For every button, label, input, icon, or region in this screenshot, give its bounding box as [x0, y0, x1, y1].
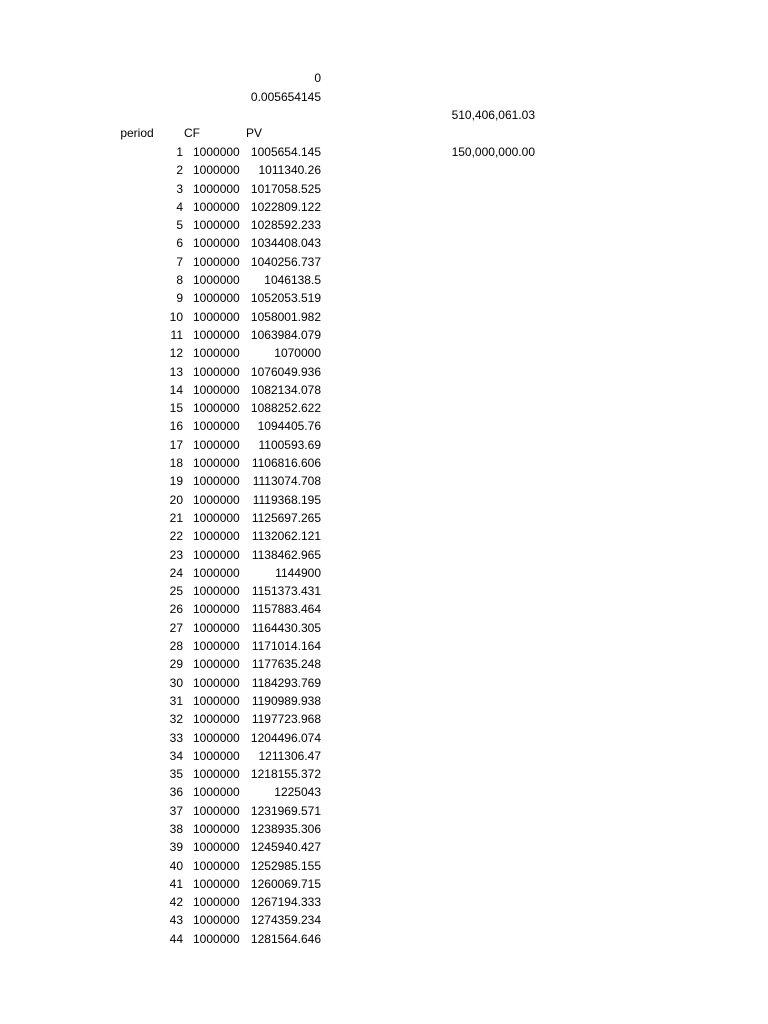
cf-cell: 1000000 — [193, 895, 240, 910]
period-cell: 43 — [169, 913, 183, 928]
period-column-header: period — [120, 126, 154, 140]
pv-cell: 1132062.121 — [251, 529, 321, 544]
pv-cell: 1245940.427 — [250, 840, 321, 855]
period-cell: 25 — [169, 584, 183, 599]
period-cell: 8 — [176, 273, 183, 288]
period-cell: 27 — [169, 620, 183, 635]
table-row — [0, 253, 768, 271]
pv-cell: 1197723.968 — [251, 712, 321, 727]
cf-cell: 1000000 — [193, 181, 240, 196]
table-row — [0, 216, 768, 234]
pv-cell: 1260069.715 — [250, 876, 321, 891]
pv-cell: 1225043 — [274, 785, 321, 800]
table-row — [0, 637, 768, 655]
period-cell: 3 — [176, 181, 183, 196]
table-row — [0, 857, 768, 875]
period-cell: 9 — [176, 291, 183, 306]
cf-column-header: CF — [184, 126, 200, 140]
period-cell: 40 — [169, 858, 183, 873]
table-row — [0, 271, 768, 289]
period-cell: 24 — [169, 565, 183, 580]
cf-cell: 1000000 — [193, 419, 240, 434]
cf-cell: 1000000 — [193, 492, 240, 507]
cf-cell: 1000000 — [193, 218, 240, 233]
cf-cell: 1000000 — [193, 401, 240, 416]
table-row — [0, 198, 768, 216]
cf-cell: 1000000 — [193, 620, 240, 635]
table-row — [0, 674, 768, 692]
pv-cell: 1252985.155 — [250, 858, 321, 873]
table-row — [0, 509, 768, 527]
pv-cell: 1267194.333 — [250, 895, 321, 910]
cashflow-table — [0, 143, 768, 948]
period-cell: 38 — [169, 821, 183, 836]
pv-cell: 1274359.234 — [250, 913, 321, 928]
pv-cell: 1094405.76 — [257, 419, 321, 434]
table-row — [0, 564, 768, 582]
pv-cell: 1281564.646 — [250, 931, 321, 946]
period-cell: 19 — [169, 474, 183, 489]
pv-cell: 1070000 — [274, 346, 321, 361]
table-row — [0, 911, 768, 929]
period-cell: 23 — [169, 547, 183, 562]
table-row — [0, 234, 768, 252]
table-row — [0, 399, 768, 417]
pv-cell: 1011340.26 — [258, 163, 321, 178]
period-cell: 44 — [169, 931, 183, 946]
table-row — [0, 802, 768, 820]
cf-cell: 1000000 — [193, 382, 240, 397]
cf-cell: 1000000 — [193, 309, 240, 324]
period-cell: 20 — [169, 492, 183, 507]
table-row — [0, 363, 768, 381]
pv-cell: 1076049.936 — [250, 364, 321, 379]
period-cell: 1 — [176, 145, 183, 159]
period-cell: 21 — [169, 510, 183, 525]
pv-column-header: PV — [245, 126, 262, 140]
pv-cell: 1040256.737 — [250, 254, 321, 269]
table-row — [0, 600, 768, 618]
table-row — [0, 472, 768, 490]
cf-cell: 1000000 — [193, 602, 240, 617]
pv-cell: 1204496.074 — [250, 730, 321, 745]
table-row — [0, 875, 768, 893]
period-cell: 28 — [169, 639, 183, 654]
cf-cell: 1000000 — [193, 675, 240, 690]
period-cell: 16 — [169, 419, 183, 434]
pv-cell: 1106816.606 — [251, 456, 321, 471]
cf-cell: 1000000 — [193, 858, 240, 873]
cf-cell: 1000000 — [193, 145, 240, 159]
pv-cell: 1028592.233 — [250, 218, 321, 233]
period-cell: 13 — [169, 364, 183, 379]
cf-cell: 1000000 — [193, 639, 240, 654]
table-row — [0, 783, 768, 801]
pv-cell: 1164430.305 — [251, 620, 321, 635]
period-cell: 11 — [170, 327, 183, 342]
table-row — [0, 655, 768, 673]
cf-cell: 1000000 — [193, 529, 240, 544]
pv-cell: 1100593.69 — [258, 437, 321, 452]
cf-cell: 1000000 — [193, 565, 240, 580]
table-row — [0, 729, 768, 747]
cf-cell: 1000000 — [193, 510, 240, 525]
pv-cell: 1144900 — [275, 565, 321, 580]
period-cell: 41 — [169, 876, 183, 891]
cf-cell: 1000000 — [193, 346, 240, 361]
rate-base-value: 0 — [314, 71, 321, 85]
cf-cell: 1000000 — [193, 456, 240, 471]
period-cell: 15 — [169, 401, 183, 416]
pv-cell: 1211306.47 — [258, 748, 321, 763]
period-cell: 4 — [176, 199, 183, 214]
pv-cell: 1190989.938 — [251, 693, 321, 708]
period-cell: 5 — [176, 218, 183, 233]
period-cell: 29 — [169, 657, 183, 672]
cf-cell: 1000000 — [193, 584, 240, 599]
table-row — [0, 344, 768, 362]
table-row — [0, 692, 768, 710]
pv-cell: 1058001.982 — [250, 309, 321, 324]
pv-cell: 1231969.571 — [250, 803, 321, 818]
table-row — [0, 491, 768, 509]
cf-cell: 1000000 — [193, 913, 240, 928]
pv-cell: 1119368.195 — [252, 492, 321, 507]
period-cell: 6 — [176, 236, 183, 251]
pv-cell: 1238935.306 — [250, 821, 321, 836]
period-cell: 35 — [169, 767, 183, 782]
table-row — [0, 619, 768, 637]
pv-cell: 1184293.769 — [251, 675, 321, 690]
period-cell: 22 — [169, 529, 183, 544]
table-row — [0, 710, 768, 728]
period-cell: 18 — [169, 456, 183, 471]
period-cell: 14 — [169, 382, 183, 397]
period-cell: 32 — [169, 712, 183, 727]
period-cell: 33 — [169, 730, 183, 745]
table-row — [0, 161, 768, 179]
cf-cell: 1000000 — [193, 748, 240, 763]
pv-cell: 1082134.078 — [250, 382, 321, 397]
period-cell: 39 — [169, 840, 183, 855]
table-row — [0, 143, 768, 161]
pv-cell: 1171014.164 — [251, 639, 321, 654]
period-cell: 7 — [176, 254, 183, 269]
period-cell: 31 — [169, 693, 183, 708]
table-row — [0, 381, 768, 399]
cf-cell: 1000000 — [193, 821, 240, 836]
table-row — [0, 326, 768, 344]
pv-cell: 1022809.122 — [250, 199, 321, 214]
cf-cell: 1000000 — [193, 803, 240, 818]
cf-cell: 1000000 — [193, 767, 240, 782]
table-row — [0, 820, 768, 838]
pv-cell: 1113074.708 — [252, 474, 321, 489]
pv-cell: 1046138.5 — [264, 273, 321, 288]
table-row — [0, 289, 768, 307]
period-cell: 10 — [169, 309, 183, 324]
period-cell: 30 — [169, 675, 183, 690]
pv-cell: 1218155.372 — [250, 767, 321, 782]
periodic-rate-value: 0.005654145 — [250, 90, 321, 104]
cf-cell: 1000000 — [193, 254, 240, 269]
table-row — [0, 747, 768, 765]
pv-cell: 1177635.248 — [251, 657, 321, 672]
cf-cell: 1000000 — [193, 273, 240, 288]
pv-cell: 1157883.464 — [251, 602, 321, 617]
cf-cell: 1000000 — [193, 840, 240, 855]
pv-cell: 1088252.622 — [250, 401, 321, 416]
cf-cell: 1000000 — [193, 437, 240, 452]
cf-cell: 1000000 — [193, 291, 240, 306]
period-cell: 42 — [169, 895, 183, 910]
cf-cell: 1000000 — [193, 693, 240, 708]
cf-cell: 1000000 — [193, 163, 240, 178]
cf-cell: 1000000 — [193, 657, 240, 672]
table-row — [0, 582, 768, 600]
cf-cell: 1000000 — [193, 327, 240, 342]
total-pv-value: 510,406,061.03 — [451, 108, 535, 122]
pv-cell: 1034408.043 — [250, 236, 321, 251]
period-cell: 2 — [176, 163, 183, 178]
cf-cell: 1000000 — [193, 730, 240, 745]
table-row — [0, 180, 768, 198]
period-cell: 36 — [169, 785, 183, 800]
period-cell: 12 — [169, 346, 183, 361]
cf-cell: 1000000 — [193, 364, 240, 379]
table-row — [0, 838, 768, 856]
pv-cell: 1138462.965 — [251, 547, 321, 562]
table-row — [0, 436, 768, 454]
pv-cell: 1063984.079 — [250, 327, 321, 342]
period-cell: 37 — [169, 803, 183, 818]
period-cell: 26 — [169, 602, 183, 617]
cf-cell: 1000000 — [193, 474, 240, 489]
pv-cell: 1052053.519 — [250, 291, 321, 306]
pv-cell: 1017058.525 — [250, 181, 321, 196]
pv-cell: 1005654.145 — [250, 145, 321, 159]
cf-cell: 1000000 — [193, 199, 240, 214]
table-row — [0, 546, 768, 564]
table-row — [0, 308, 768, 326]
cf-cell: 1000000 — [193, 712, 240, 727]
table-row — [0, 527, 768, 545]
table-row — [0, 417, 768, 435]
pv-cell: 1125697.265 — [251, 510, 321, 525]
table-row — [0, 454, 768, 472]
period-cell: 34 — [169, 748, 183, 763]
table-row — [0, 893, 768, 911]
cf-cell: 1000000 — [193, 547, 240, 562]
cf-cell: 1000000 — [193, 876, 240, 891]
cf-cell: 1000000 — [193, 236, 240, 251]
table-row — [0, 765, 768, 783]
table-row — [0, 930, 768, 948]
cf-cell: 1000000 — [193, 931, 240, 946]
pv-cell: 1151373.431 — [251, 584, 321, 599]
principal-value: 150,000,000.00 — [451, 145, 535, 159]
cf-cell: 1000000 — [193, 785, 240, 800]
period-cell: 17 — [169, 437, 183, 452]
